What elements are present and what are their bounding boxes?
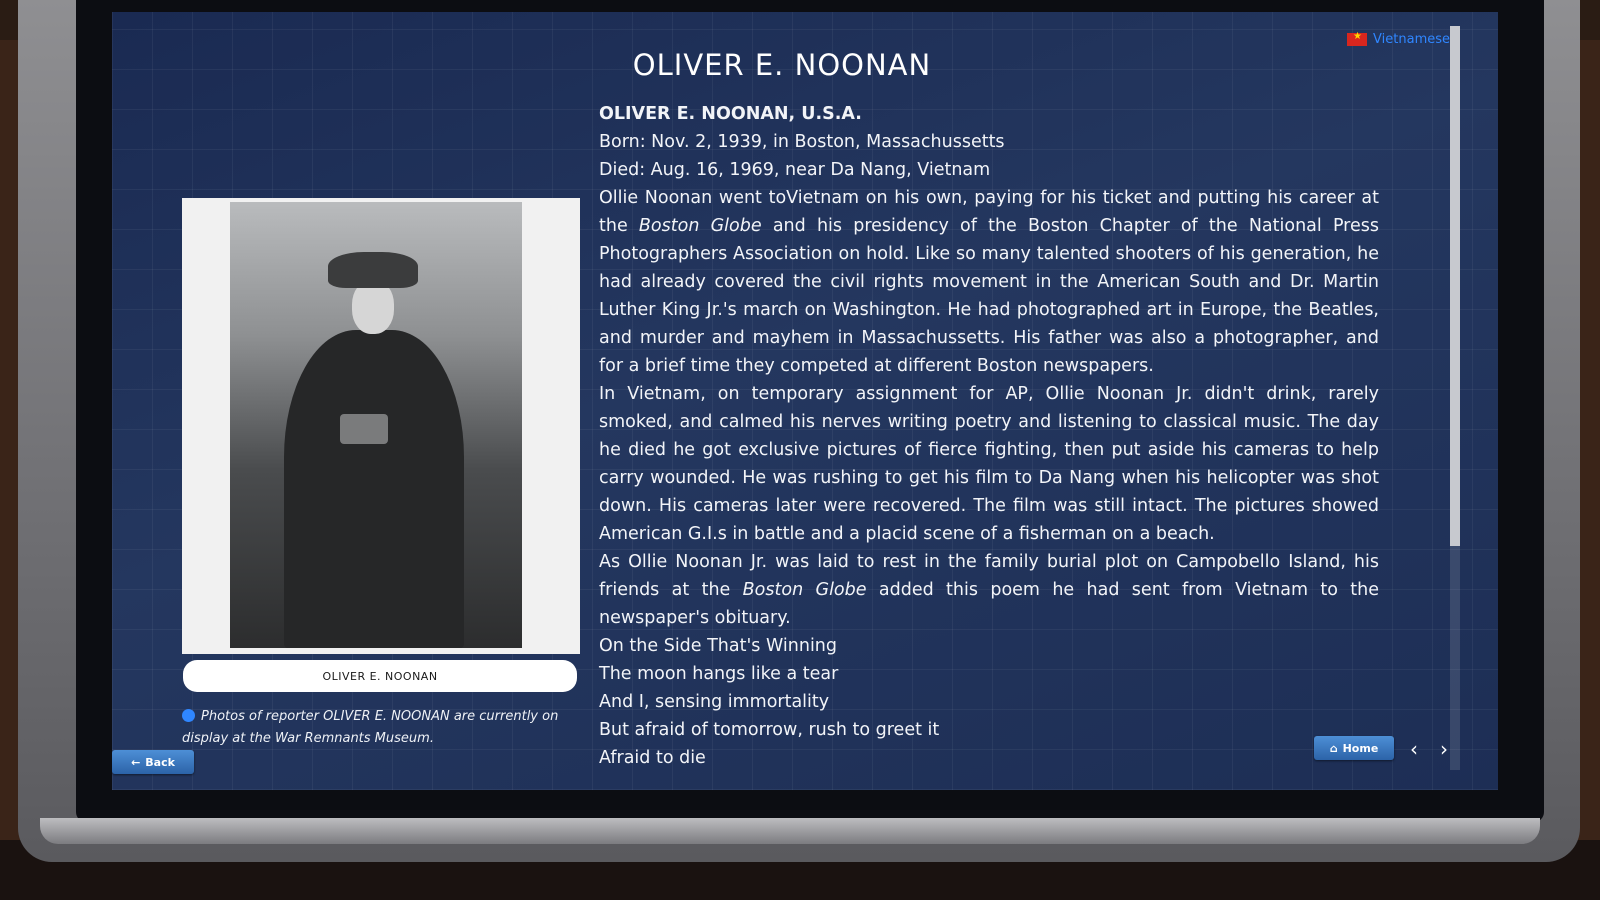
previous-page-button[interactable] bbox=[1402, 736, 1426, 762]
scrollbar-thumb[interactable] bbox=[1450, 26, 1460, 546]
bio-paragraph-3 bbox=[599, 548, 1379, 632]
chevron-right-icon: › bbox=[1440, 737, 1448, 761]
poem-line: Afraid to die bbox=[599, 748, 706, 768]
home-button[interactable] bbox=[1314, 736, 1394, 760]
poem-line: But afraid of tomorrow, rush to greet it bbox=[599, 720, 940, 740]
bio-p1-emphasis: Boston Globe bbox=[638, 216, 762, 236]
language-switch[interactable] bbox=[1347, 32, 1450, 47]
bullet-dot-icon bbox=[182, 709, 195, 722]
vietnam-flag-icon bbox=[1347, 33, 1367, 46]
museum-note bbox=[182, 706, 578, 750]
portrait-camera bbox=[340, 414, 388, 444]
portrait-photo bbox=[230, 202, 522, 648]
bio-p1-text-a: Ollie Noonan went toVietnam on his own, paying for his ticket and putting his career at the bbox=[599, 188, 1379, 236]
portrait-figure-hat bbox=[328, 252, 418, 288]
chevron-left-icon: ‹ bbox=[1410, 737, 1418, 761]
portrait-figure-head bbox=[352, 280, 394, 334]
biography bbox=[599, 100, 1379, 772]
bio-p3-text-a: As Ollie Noonan Jr. was laid to rest in the family burial plot on Campobello Island, his friends at the bbox=[599, 552, 1379, 600]
portrait-frame bbox=[182, 198, 580, 654]
bio-p1-text-b: and his presidency of the Boston Chapter of the National Press Photographers Association on hold. Like so many talented shooters of his generation, he had already covered the civil rights movement in the American South and Dr. Martin Luther King Jr.'s march on Washington. He had photographed art in Europe, the Beatles, and murder and mayhem in Massachussetts. His father was also a photographer, and for a brief time they competed at different Boston newspapers. bbox=[599, 216, 1379, 376]
bio-p3-text-b: added this poem he had sent from Vietnam to the newspaper's obituary. bbox=[599, 580, 1380, 628]
next-page-button[interactable] bbox=[1432, 736, 1456, 762]
monitor-bottom-lip bbox=[40, 818, 1540, 844]
poem-line: The moon hangs like a tear bbox=[599, 664, 839, 684]
bio-heading: OLIVER E. NOONAN, U.S.A. bbox=[599, 104, 862, 124]
kiosk-screen bbox=[112, 12, 1498, 790]
back-button[interactable] bbox=[112, 750, 194, 774]
museum-note-text: Photos of reporter OLIVER E. NOONAN are currently on display at the War Remnants Museum. bbox=[182, 709, 559, 746]
poem-line: On the Side That's Winning bbox=[599, 636, 838, 656]
bio-paragraph-2: In Vietnam, on temporary assignment for AP, Ollie Noonan Jr. didn't drink, rarely smoked, and calmed his nerves writing poetry and listening to classical music. The day he died he got exclusive pictures of fierce fighting, then put aside his cameras to help carry wounded. He was rushing to get his film to Da Nang when his helicopter was shot down. His cameras later were recovered. The film was still intact. The pictures showed American G.I.s in battle and a placid scene of a fisherman on a beach. bbox=[599, 384, 1379, 544]
scrollbar[interactable] bbox=[1450, 26, 1460, 770]
home-button-label: Home bbox=[1342, 741, 1379, 755]
photo-caption: OLIVER E. NOONAN bbox=[183, 660, 577, 692]
back-button-label: Back bbox=[145, 755, 175, 769]
bio-died: Died: Aug. 16, 1969, near Da Nang, Vietnam bbox=[599, 160, 991, 180]
back-arrow-icon: ← bbox=[131, 755, 141, 769]
bio-paragraph-1 bbox=[599, 184, 1379, 380]
page-title: OLIVER E. NOONAN bbox=[632, 48, 932, 82]
poem-line: And I, sensing immortality bbox=[599, 692, 830, 712]
language-label: Vietnamese bbox=[1373, 32, 1450, 47]
bio-p3-emphasis: Boston Globe bbox=[742, 580, 867, 600]
portrait-figure-body bbox=[284, 330, 464, 648]
bio-born: Born: Nov. 2, 1939, in Boston, Massachussetts bbox=[599, 132, 1005, 152]
home-icon: ⌂ bbox=[1329, 741, 1338, 755]
